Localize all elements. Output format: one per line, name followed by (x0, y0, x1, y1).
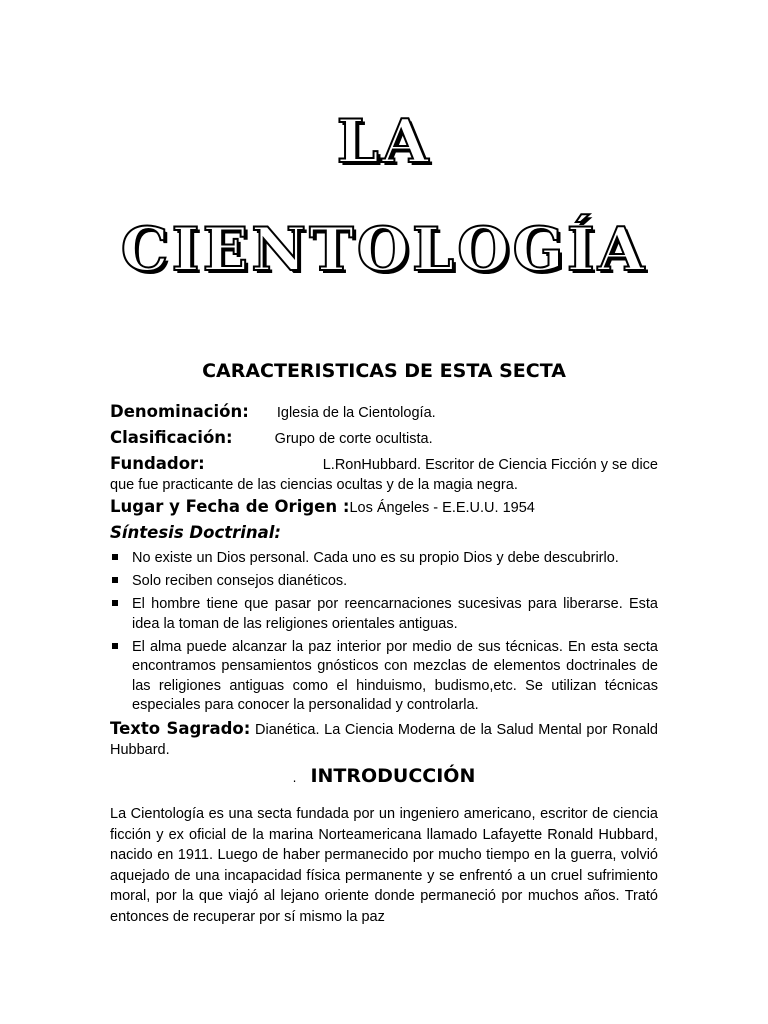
list-item: El alma puede alcanzar la paz interior por medio de sus técnicas. En esta secta encontramos pensamientos gnósticos con mezclas de elementos doctrinales de las religiones antiguas como el hinduismo, budismo,etc. Se utilizan técnicas especiales para conocer la personalidad y controlarla. (110, 638, 658, 716)
field-label: Lugar y Fecha de Origen : (110, 497, 350, 516)
introduction-title: INTRODUCCIÓN (310, 765, 476, 787)
field-value: Iglesia de la Cientología. (276, 405, 436, 421)
bullet-square-icon (112, 643, 118, 649)
field-sintesis (110, 523, 658, 544)
list-item: El hombre tiene que pasar por reencarnaciones sucesivas para liberarse. Esta idea la toman de las religiones orientales antiguas. (110, 595, 658, 634)
field-value-line1: L.RonHubbard. Escritor de Ciencia Ficción y se dice (322, 457, 658, 473)
bullet-square-icon (112, 577, 118, 583)
field-value: Los Ángeles - E.E.U.U. 1954 (349, 500, 535, 516)
introduction-paragraph (110, 804, 658, 927)
field-value-line2: que fue practicante de las ciencias ocultas y de la magia negra. (110, 477, 518, 493)
field-clasificacion (110, 428, 658, 449)
section-subtitle: CARACTERISTICAS DE ESTA SECTA (202, 360, 566, 382)
field-label: Fundador: (110, 454, 205, 473)
title-line-1: LA (336, 107, 432, 177)
field-value: Grupo de corte ocultista. (274, 431, 433, 447)
field-label: Denominación: (110, 402, 249, 421)
field-label: Síntesis Doctrinal: (110, 523, 282, 542)
bullet-square-icon (112, 600, 118, 606)
field-lugar (110, 497, 658, 518)
list-item: No existe un Dios personal. Cada uno es su propio Dios y debe descubrirlo. (110, 549, 658, 569)
field-label: Clasificación: (110, 428, 233, 447)
bullet-square-icon (112, 554, 118, 560)
field-value: Dianética. La Ciencia Moderna de la Salud Mental por Ronald Hubbard. (110, 722, 658, 758)
field-texto-sagrado (110, 719, 658, 760)
stray-dot: . (292, 771, 297, 785)
introduction-heading (0, 763, 768, 791)
doctrine-list (110, 549, 658, 719)
field-fundador (110, 454, 658, 495)
field-label: Texto Sagrado: (110, 719, 251, 738)
title-line-2: CIENTOLOGÍA (120, 215, 648, 285)
field-denominacion (110, 402, 658, 423)
list-item: Solo reciben consejos dianéticos. (110, 572, 658, 592)
paragraph-text: La Cientología es una secta fundada por un ingeniero americano, escritor de ciencia ficción y ex oficial de la marina Norteamericana llamado Lafayette Ronald Hubbard, nacido en 1911. Luego de haber permanecido por mucho tiempo en la guerra, volvió aquejado de una incapacidad física permanente y se enfrentó a un cruel sufrimiento moral, por la que viajó al lejano oriente donde permaneció por muchos años. Trató entonces de recuperar por sí mismo la paz (110, 806, 658, 925)
